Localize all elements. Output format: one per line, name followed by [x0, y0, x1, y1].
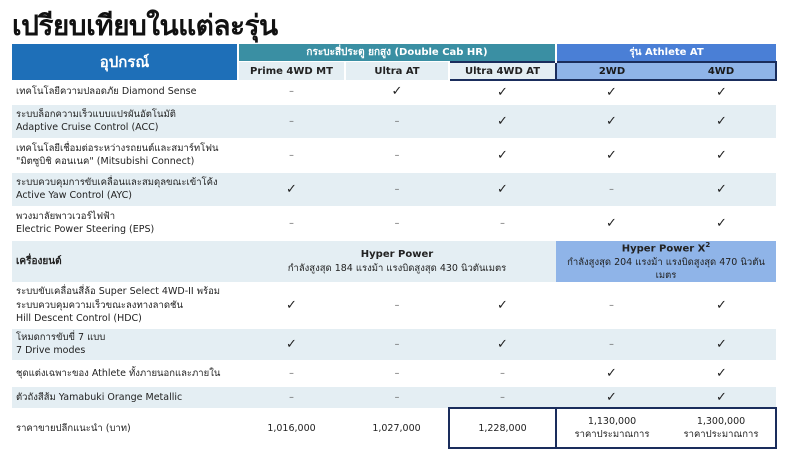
price-athlete-4wd-note: ราคาประมาณการ: [683, 429, 759, 441]
feature-name-line: พวงมาลัยพาวเวอร์ไฟฟ้า: [16, 210, 116, 222]
group-header-double-cab: กระบะสี่ประตู ยกสูง (Double Cab HR): [238, 44, 556, 62]
feature-row: [12, 138, 776, 172]
check-icon: ✓: [667, 172, 776, 206]
dash-mark: –: [345, 282, 449, 328]
dash-mark: –: [345, 104, 449, 138]
check-icon: ✓: [449, 104, 556, 138]
feature-row: [12, 328, 776, 360]
check-icon: ✓: [449, 138, 556, 172]
feature-name: [12, 138, 238, 172]
feature-name: [12, 104, 238, 138]
check-icon: ✓: [556, 386, 667, 408]
dash-mark: –: [238, 138, 345, 172]
model-header-prime-4wd-mt: Prime 4WD MT: [238, 62, 345, 80]
price-prime-4wd-mt: 1,016,000: [238, 408, 345, 448]
price-ultra-at: 1,027,000: [345, 408, 449, 448]
feature-row: [12, 360, 776, 386]
model-header-ultra-at: Ultra AT: [345, 62, 449, 80]
feature-name-line: ระบบควบคุมความเร็วขณะลงทางลาดชัน: [16, 299, 183, 311]
feature-row: [12, 172, 776, 206]
dash-mark: –: [556, 172, 667, 206]
check-icon: ✓: [449, 328, 556, 360]
feature-name-line: Active Yaw Control (AYC): [16, 190, 132, 201]
feature-name-line: "มิตซูบิชิ คอนเนค" (Mitsubishi Connect): [16, 156, 195, 167]
price-athlete-2wd: 1,130,000: [587, 416, 637, 428]
comparison-table: [12, 44, 777, 449]
dash-mark: –: [238, 206, 345, 240]
engine-left-spec: กำลังสูงสุด 184 แรงม้า แรงบิดสูงสุด 430 นิวตันเมตร: [287, 262, 507, 274]
feature-name-line: เทคโนโลยีความปลอดภัย Diamond Sense: [16, 86, 197, 98]
price-row: [12, 408, 776, 448]
page-title: เปรียบเทียบในแต่ละรุ่น: [12, 9, 278, 42]
check-icon: ✓: [345, 80, 449, 104]
model-header-ultra-4wd-at: Ultra 4WD AT: [449, 62, 556, 80]
check-icon: ✓: [667, 206, 776, 240]
feature-name-line: Adaptive Cruise Control (ACC): [16, 122, 159, 133]
feature-name: [12, 80, 238, 104]
feature-name-line: ระบบควบคุมการขับเคลื่อนและสมดุลขณะเข้าโค้ง: [16, 176, 218, 188]
check-icon: ✓: [238, 172, 345, 206]
check-icon: ✓: [667, 104, 776, 138]
check-icon: ✓: [667, 360, 776, 386]
dash-mark: –: [345, 172, 449, 206]
check-icon: ✓: [449, 80, 556, 104]
feature-row: [12, 206, 776, 240]
feature-row: [12, 282, 776, 328]
model-header-athlete-2wd: 2WD: [556, 62, 667, 80]
price-athlete-4wd: 1,300,000: [696, 416, 746, 428]
price-athlete-4wd-cell: [667, 408, 776, 448]
feature-name-line: ระบบล็อกความเร็วแบบแปรผันอัตโนมัติ: [16, 108, 176, 120]
feature-column-header: อุปกรณ์: [12, 44, 238, 80]
check-icon: ✓: [556, 80, 667, 104]
dash-mark: –: [238, 386, 345, 408]
feature-name: [12, 206, 238, 240]
dash-mark: –: [449, 206, 556, 240]
feature-row: [12, 386, 776, 408]
feature-name: [12, 328, 238, 360]
dash-mark: –: [345, 206, 449, 240]
feature-name-line: ตัวถังสีส้ม Yamabuki Orange Metallic: [16, 391, 183, 403]
dash-mark: –: [449, 386, 556, 408]
price-label: ราคาขายปลีกแนะนำ (บาท): [12, 408, 238, 448]
group-header-athlete: รุ่น Athlete AT: [556, 44, 776, 62]
dash-mark: –: [449, 360, 556, 386]
engine-right-spec: กำลังสูงสุด 204 แรงม้า แรงบิดสูงสุด 470 นิวตันเมตร: [567, 256, 765, 282]
check-icon: ✓: [667, 328, 776, 360]
check-icon: ✓: [449, 282, 556, 328]
check-icon: ✓: [238, 328, 345, 360]
price-ultra-4wd-at: 1,228,000: [449, 408, 556, 448]
check-icon: ✓: [667, 386, 776, 408]
check-icon: ✓: [556, 138, 667, 172]
engine-right-name-line: [560, 241, 772, 256]
feature-name-line: โหมดการขับขี่ 7 แบบ: [16, 332, 106, 344]
feature-name-line: Hill Descent Control (HDC): [16, 312, 142, 324]
feature-name-line: ชุดแต่งเฉพาะของ Athlete ทั้งภายนอกและภายใน: [16, 367, 221, 379]
feature-name: [12, 282, 238, 328]
check-icon: ✓: [449, 172, 556, 206]
dash-mark: –: [345, 386, 449, 408]
feature-name-line: ระบบขับเคลื่อนสี่ล้อ Super Select 4WD-II พร้อม: [16, 286, 221, 298]
price-athlete-2wd-note: ราคาประมาณการ: [574, 429, 650, 441]
feature-row: [12, 104, 776, 138]
dash-mark: –: [238, 80, 345, 104]
check-icon: ✓: [556, 206, 667, 240]
engine-label: เครื่องยนต์: [12, 240, 238, 282]
price-athlete-2wd-cell: [556, 408, 667, 448]
dash-mark: –: [238, 360, 345, 386]
feature-name-line: 7 Drive modes: [16, 345, 86, 357]
dash-mark: –: [556, 328, 667, 360]
feature-name: [12, 386, 238, 408]
dash-mark: –: [238, 104, 345, 138]
dash-mark: –: [345, 138, 449, 172]
feature-name-line: เทคโนโลยีเชื่อมต่อระหว่างรถยนต์และสมาร์ทโฟน: [16, 142, 219, 154]
feature-name: [12, 172, 238, 206]
dash-mark: –: [556, 282, 667, 328]
dash-mark: –: [345, 360, 449, 386]
feature-name-line: Electric Power Steering (EPS): [16, 224, 155, 235]
check-icon: ✓: [556, 104, 667, 138]
feature-name: [12, 360, 238, 386]
check-icon: ✓: [556, 360, 667, 386]
engine-left-name: Hyper Power: [360, 248, 434, 260]
model-header-athlete-4wd: 4WD: [667, 62, 776, 80]
dash-mark: –: [345, 328, 449, 360]
check-icon: ✓: [667, 80, 776, 104]
check-icon: ✓: [238, 282, 345, 328]
engine-right-name: Hyper Power X: [621, 242, 706, 254]
check-icon: ✓: [667, 138, 776, 172]
feature-row: [12, 80, 776, 104]
engine-hyper-power-x: [556, 240, 776, 282]
engine-right-sup: 2: [705, 240, 711, 249]
engine-hyper-power: [238, 240, 556, 282]
engine-row: [12, 240, 776, 282]
check-icon: ✓: [667, 282, 776, 328]
